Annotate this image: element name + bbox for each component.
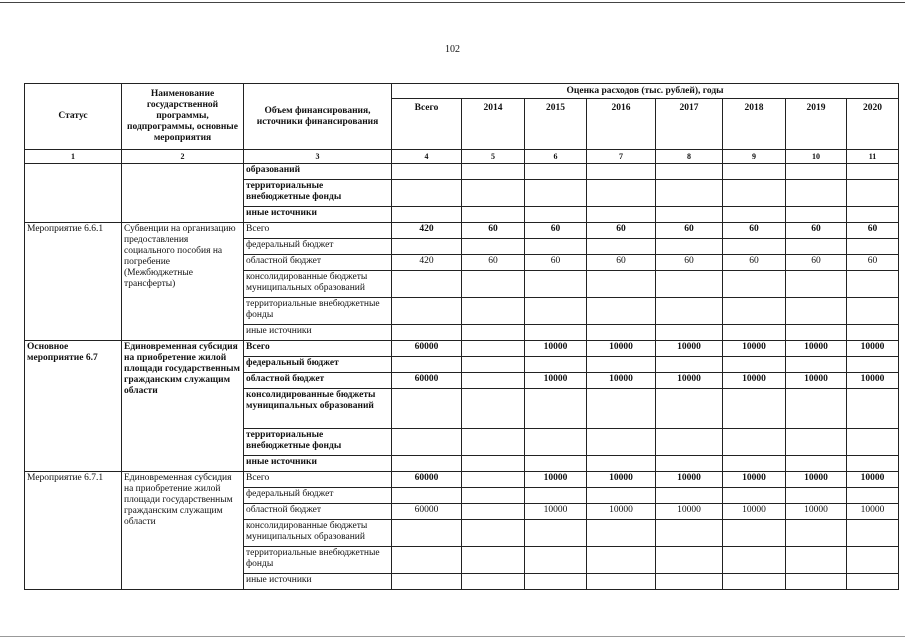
value-cell: 60 <box>847 255 899 271</box>
column-number-row <box>25 150 899 164</box>
program-name-cell: Единовременная субсидия на приобретение жилой площади государственным гражданским служащим области <box>122 472 244 590</box>
value-cell: 60 <box>525 255 587 271</box>
top-border-line <box>0 2 905 3</box>
status-cell: Основное мероприятие 6.7 <box>25 341 122 472</box>
page-number: 102 <box>445 44 460 55</box>
funding-source-cell: областной бюджет <box>244 373 392 389</box>
value-cell <box>392 357 462 373</box>
value-cell: 10000 <box>723 472 786 488</box>
value-cell <box>392 325 462 341</box>
value-cell <box>525 574 587 590</box>
value-cell <box>656 180 723 207</box>
value-cell <box>392 488 462 504</box>
value-cell: 10000 <box>786 504 847 520</box>
value-cell <box>656 325 723 341</box>
value-cell <box>587 488 656 504</box>
value-cell <box>723 389 786 429</box>
value-cell <box>392 298 462 325</box>
value-cell <box>786 547 847 574</box>
header-estimate: Оценка расходов (тыс. рублей), годы <box>392 84 899 99</box>
value-cell: 10000 <box>723 504 786 520</box>
value-cell <box>587 389 656 429</box>
value-cell <box>847 207 899 223</box>
value-cell <box>392 456 462 472</box>
value-cell <box>392 429 462 456</box>
value-cell <box>525 298 587 325</box>
value-cell <box>525 429 587 456</box>
value-cell <box>392 180 462 207</box>
program-name-cell: Субвенции на организацию предоставления социального пособия на погребение (Межбюджетные трансферты) <box>122 223 244 341</box>
value-cell <box>392 547 462 574</box>
value-cell <box>392 574 462 590</box>
funding-source-cell: областной бюджет <box>244 504 392 520</box>
value-cell <box>587 429 656 456</box>
column-number: 2 <box>122 150 244 164</box>
value-cell: 10000 <box>525 472 587 488</box>
value-cell <box>656 207 723 223</box>
value-cell <box>587 547 656 574</box>
value-cell <box>786 429 847 456</box>
value-cell: 60 <box>656 255 723 271</box>
value-cell: 10000 <box>656 504 723 520</box>
value-cell <box>656 271 723 298</box>
value-cell <box>525 488 587 504</box>
funding-source-cell: территориальные внебюджетные фонды <box>244 298 392 325</box>
funding-source-cell: образований <box>244 164 392 180</box>
value-cell: 60 <box>587 223 656 239</box>
value-cell <box>462 373 525 389</box>
value-cell: 10000 <box>786 472 847 488</box>
value-cell: 60 <box>723 223 786 239</box>
value-cell <box>462 180 525 207</box>
value-cell <box>587 239 656 255</box>
column-number: 5 <box>462 150 525 164</box>
value-cell <box>723 298 786 325</box>
value-cell <box>847 456 899 472</box>
value-cell <box>525 207 587 223</box>
value-cell <box>847 389 899 429</box>
value-cell <box>786 325 847 341</box>
header-year: 2014 <box>462 99 525 150</box>
value-cell: 10000 <box>723 373 786 389</box>
value-cell <box>462 504 525 520</box>
value-cell <box>656 357 723 373</box>
header-year: 2019 <box>786 99 847 150</box>
value-cell: 60000 <box>392 504 462 520</box>
value-cell <box>723 180 786 207</box>
column-number: 1 <box>25 150 122 164</box>
value-cell <box>847 574 899 590</box>
table-row <box>25 341 899 357</box>
value-cell: 10000 <box>587 504 656 520</box>
value-cell: 10000 <box>786 341 847 357</box>
column-number: 11 <box>847 150 899 164</box>
value-cell <box>462 472 525 488</box>
value-cell: 10000 <box>587 341 656 357</box>
value-cell <box>656 574 723 590</box>
value-cell <box>392 520 462 547</box>
value-cell <box>723 574 786 590</box>
value-cell <box>847 429 899 456</box>
value-cell <box>847 180 899 207</box>
column-number: 4 <box>392 150 462 164</box>
value-cell <box>525 180 587 207</box>
table-row <box>25 164 899 180</box>
value-cell: 10000 <box>525 341 587 357</box>
funding-source-cell: территориальные внебюджетные фонды <box>244 429 392 456</box>
value-cell: 10000 <box>587 472 656 488</box>
value-cell <box>786 271 847 298</box>
value-cell: 60000 <box>392 373 462 389</box>
value-cell <box>462 488 525 504</box>
header-status: Статус <box>25 84 122 150</box>
value-cell: 60000 <box>392 341 462 357</box>
value-cell <box>723 547 786 574</box>
value-cell: 60 <box>525 223 587 239</box>
bottom-border-line <box>0 636 905 637</box>
value-cell <box>525 520 587 547</box>
value-cell <box>392 271 462 298</box>
value-cell <box>786 520 847 547</box>
value-cell <box>656 239 723 255</box>
value-cell <box>847 520 899 547</box>
value-cell <box>723 520 786 547</box>
value-cell <box>462 271 525 298</box>
funding-source-cell: консолидированные бюджеты муниципальных образований <box>244 271 392 298</box>
value-cell: 60 <box>786 255 847 271</box>
value-cell <box>462 547 525 574</box>
table-row <box>25 472 899 488</box>
status-cell: Мероприятие 6.6.1 <box>25 223 122 341</box>
value-cell <box>656 429 723 456</box>
value-cell <box>786 239 847 255</box>
header-year: 2017 <box>656 99 723 150</box>
value-cell <box>786 180 847 207</box>
funding-source-cell: Всего <box>244 472 392 488</box>
value-cell <box>723 271 786 298</box>
header-year: 2015 <box>525 99 587 150</box>
value-cell <box>847 547 899 574</box>
header-financing: Объем финансирования, источники финансирования <box>244 84 392 150</box>
value-cell <box>656 389 723 429</box>
value-cell <box>723 325 786 341</box>
value-cell <box>786 488 847 504</box>
value-cell <box>525 271 587 298</box>
value-cell: 60 <box>847 223 899 239</box>
value-cell <box>723 488 786 504</box>
value-cell <box>786 357 847 373</box>
value-cell <box>462 520 525 547</box>
value-cell <box>786 389 847 429</box>
value-cell <box>462 341 525 357</box>
value-cell <box>462 357 525 373</box>
value-cell <box>847 271 899 298</box>
value-cell <box>525 456 587 472</box>
value-cell <box>587 164 656 180</box>
table-body <box>25 150 899 590</box>
funding-source-cell: иные источники <box>244 456 392 472</box>
value-cell <box>656 488 723 504</box>
value-cell <box>462 239 525 255</box>
value-cell <box>847 239 899 255</box>
budget-table <box>24 83 899 590</box>
header-program: Наименование государственной программы, подпрограммы, основные мероприятия <box>122 84 244 150</box>
funding-source-cell: Всего <box>244 223 392 239</box>
value-cell <box>847 357 899 373</box>
value-cell <box>587 456 656 472</box>
column-number: 3 <box>244 150 392 164</box>
value-cell <box>525 547 587 574</box>
value-cell <box>392 239 462 255</box>
funding-source-cell: иные источники <box>244 207 392 223</box>
value-cell <box>525 357 587 373</box>
value-cell: 10000 <box>656 472 723 488</box>
value-cell <box>462 389 525 429</box>
value-cell <box>392 207 462 223</box>
value-cell: 10000 <box>656 341 723 357</box>
value-cell: 60 <box>723 255 786 271</box>
value-cell: 60 <box>462 255 525 271</box>
value-cell <box>392 389 462 429</box>
value-cell <box>525 325 587 341</box>
value-cell: 10000 <box>525 504 587 520</box>
status-cell <box>25 164 122 223</box>
value-cell <box>656 456 723 472</box>
value-cell <box>462 164 525 180</box>
funding-source-cell: федеральный бюджет <box>244 357 392 373</box>
header-year: 2016 <box>587 99 656 150</box>
value-cell: 60 <box>786 223 847 239</box>
value-cell <box>462 298 525 325</box>
value-cell <box>587 357 656 373</box>
value-cell <box>587 574 656 590</box>
column-number: 7 <box>587 150 656 164</box>
value-cell <box>786 207 847 223</box>
value-cell: 10000 <box>525 373 587 389</box>
value-cell: 420 <box>392 223 462 239</box>
column-number: 6 <box>525 150 587 164</box>
value-cell <box>847 488 899 504</box>
value-cell <box>525 239 587 255</box>
value-cell: 10000 <box>847 341 899 357</box>
column-number: 9 <box>723 150 786 164</box>
value-cell <box>847 325 899 341</box>
value-cell <box>587 180 656 207</box>
value-cell <box>656 547 723 574</box>
program-name-cell <box>122 164 244 223</box>
value-cell: 60 <box>656 223 723 239</box>
value-cell <box>786 574 847 590</box>
funding-source-cell: федеральный бюджет <box>244 239 392 255</box>
value-cell <box>462 325 525 341</box>
funding-source-cell: областной бюджет <box>244 255 392 271</box>
value-cell: 420 <box>392 255 462 271</box>
value-cell <box>847 164 899 180</box>
funding-source-cell: федеральный бюджет <box>244 488 392 504</box>
value-cell <box>786 456 847 472</box>
value-cell: 10000 <box>723 341 786 357</box>
funding-source-cell: территориальные внебюджетные фонды <box>244 547 392 574</box>
value-cell <box>525 389 587 429</box>
table-row <box>25 223 899 239</box>
value-cell <box>462 456 525 472</box>
funding-source-cell: иные источники <box>244 325 392 341</box>
value-cell <box>786 164 847 180</box>
value-cell: 10000 <box>656 373 723 389</box>
value-cell <box>587 325 656 341</box>
status-cell: Мероприятие 6.7.1 <box>25 472 122 590</box>
column-number: 10 <box>786 150 847 164</box>
header-year: 2018 <box>723 99 786 150</box>
value-cell <box>587 271 656 298</box>
value-cell: 10000 <box>786 373 847 389</box>
value-cell <box>847 298 899 325</box>
value-cell <box>656 520 723 547</box>
value-cell: 10000 <box>847 472 899 488</box>
value-cell: 60 <box>462 223 525 239</box>
program-name-cell: Единовременная субсидия на приобретение жилой площади государственным гражданским служащим области <box>122 341 244 472</box>
value-cell <box>723 456 786 472</box>
value-cell <box>462 429 525 456</box>
funding-source-cell: иные источники <box>244 574 392 590</box>
value-cell <box>462 574 525 590</box>
funding-source-cell: территориальные внебюджетные фонды <box>244 180 392 207</box>
value-cell <box>656 298 723 325</box>
funding-source-cell: Всего <box>244 341 392 357</box>
funding-source-cell: консолидированные бюджеты муниципальных образований <box>244 389 392 429</box>
value-cell <box>723 239 786 255</box>
column-number: 8 <box>656 150 723 164</box>
value-cell <box>723 357 786 373</box>
value-cell <box>587 298 656 325</box>
value-cell: 10000 <box>587 373 656 389</box>
value-cell <box>587 207 656 223</box>
value-cell <box>392 164 462 180</box>
header-year: 2020 <box>847 99 899 150</box>
value-cell <box>723 429 786 456</box>
value-cell <box>723 164 786 180</box>
value-cell <box>786 298 847 325</box>
value-cell <box>462 207 525 223</box>
funding-source-cell: консолидированные бюджеты муниципальных образований <box>244 520 392 547</box>
value-cell <box>656 164 723 180</box>
value-cell <box>587 520 656 547</box>
value-cell <box>723 207 786 223</box>
value-cell: 10000 <box>847 373 899 389</box>
value-cell: 10000 <box>847 504 899 520</box>
value-cell: 60000 <box>392 472 462 488</box>
value-cell <box>525 164 587 180</box>
value-cell: 60 <box>587 255 656 271</box>
header-year: Всего <box>392 99 462 150</box>
